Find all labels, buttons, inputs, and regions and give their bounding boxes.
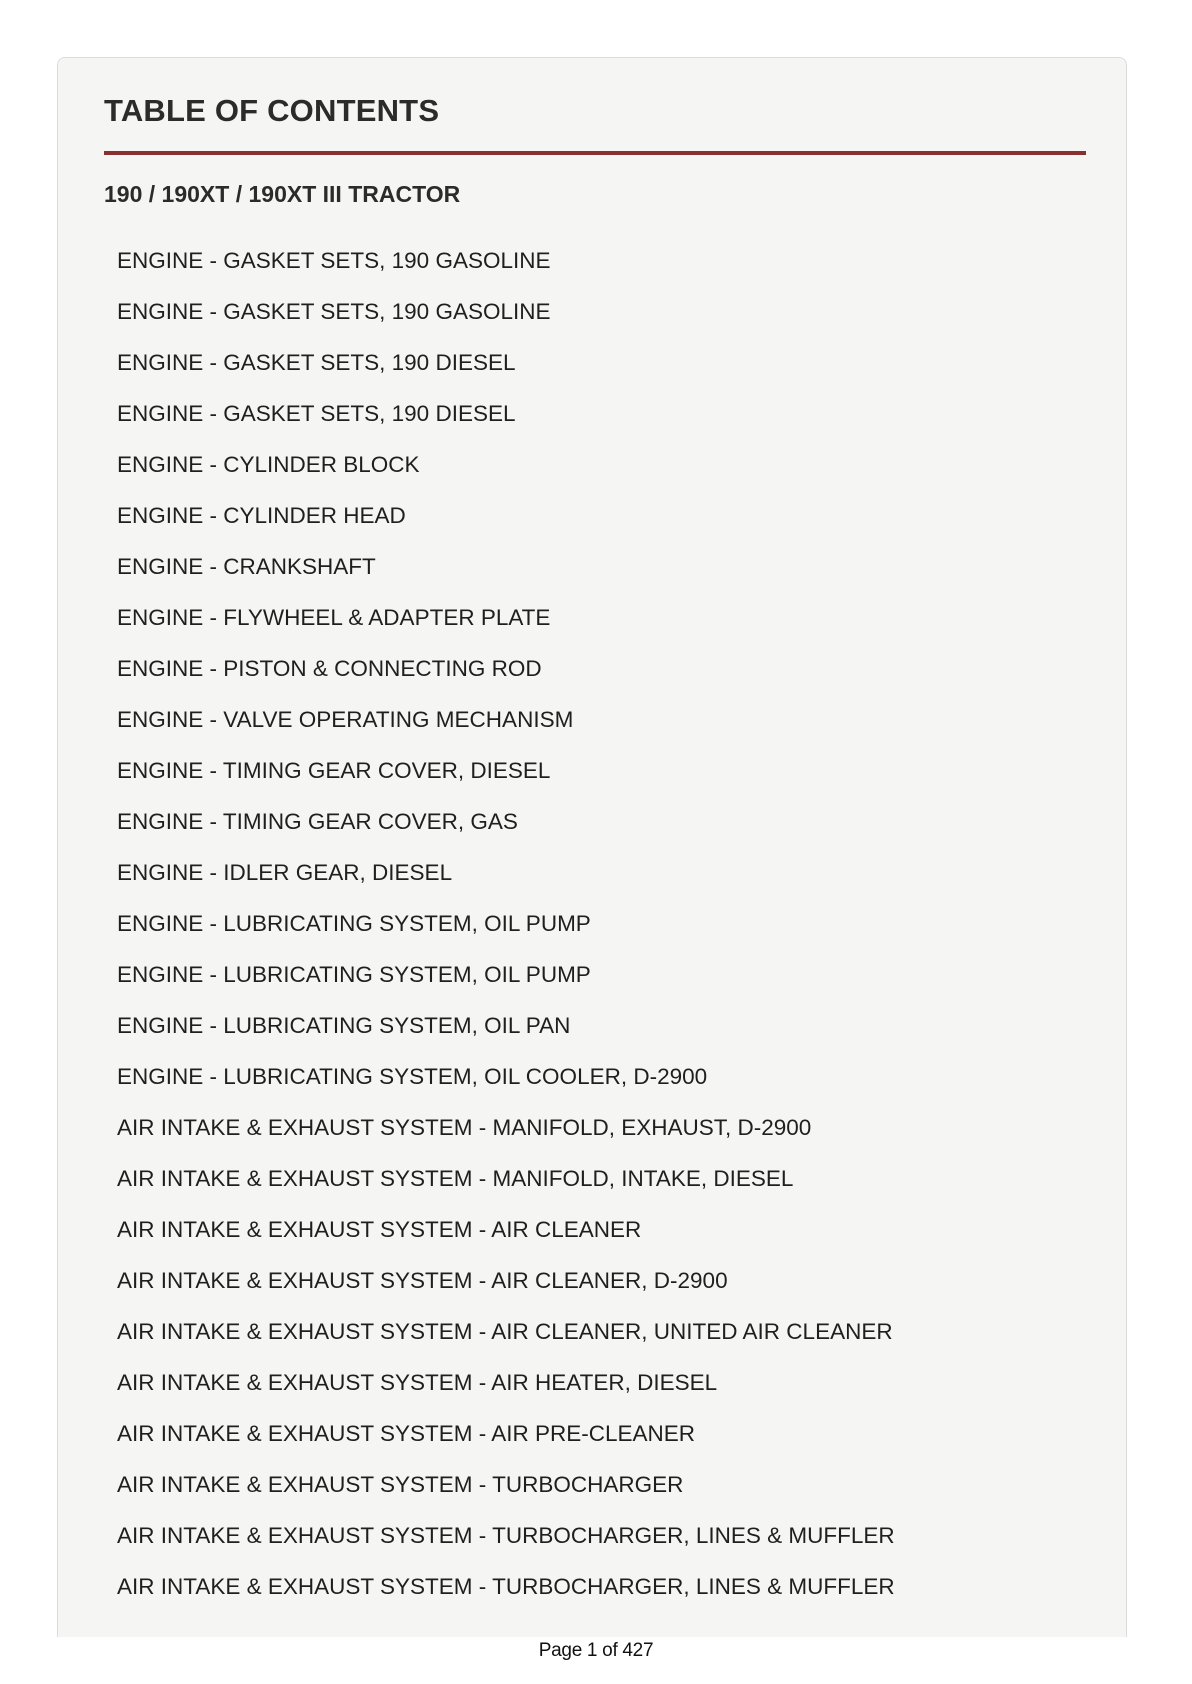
toc-entry-list — [117, 248, 895, 1625]
toc-entry[interactable]: AIR INTAKE & EXHAUST SYSTEM - MANIFOLD, INTAKE, DIESEL — [117, 1166, 794, 1191]
toc-entry[interactable]: ENGINE - CYLINDER BLOCK — [117, 452, 420, 477]
toc-entry[interactable]: AIR INTAKE & EXHAUST SYSTEM - AIR CLEANER, UNITED AIR CLEANER — [117, 1319, 893, 1344]
toc-entry[interactable]: AIR INTAKE & EXHAUST SYSTEM - AIR CLEANER — [117, 1217, 642, 1242]
toc-panel — [57, 57, 1127, 1637]
title-divider — [104, 151, 1086, 155]
page-number: Page 1 of 427 — [538, 1640, 654, 1661]
toc-entry[interactable]: ENGINE - GASKET SETS, 190 DIESEL — [117, 401, 516, 426]
toc-entry[interactable]: AIR INTAKE & EXHAUST SYSTEM - AIR CLEANER, D-2900 — [117, 1268, 728, 1293]
toc-entry[interactable]: ENGINE - LUBRICATING SYSTEM, OIL PUMP — [117, 962, 591, 987]
toc-entry[interactable]: ENGINE - CYLINDER HEAD — [117, 503, 406, 528]
toc-entry[interactable]: ENGINE - VALVE OPERATING MECHANISM — [117, 707, 574, 732]
toc-entry[interactable]: ENGINE - TIMING GEAR COVER, DIESEL — [117, 758, 551, 783]
toc-entry[interactable]: ENGINE - TIMING GEAR COVER, GAS — [117, 809, 518, 834]
toc-entry[interactable]: ENGINE - GASKET SETS, 190 GASOLINE — [117, 299, 551, 324]
toc-entry[interactable]: ENGINE - IDLER GEAR, DIESEL — [117, 860, 453, 885]
toc-entry[interactable]: ENGINE - GASKET SETS, 190 DIESEL — [117, 350, 516, 375]
toc-entry[interactable]: ENGINE - LUBRICATING SYSTEM, OIL PAN — [117, 1013, 571, 1038]
toc-entry[interactable]: AIR INTAKE & EXHAUST SYSTEM - MANIFOLD, EXHAUST, D-2900 — [117, 1115, 812, 1140]
toc-entry[interactable]: AIR INTAKE & EXHAUST SYSTEM - TURBOCHARGER, LINES & MUFFLER — [117, 1523, 895, 1548]
toc-entry[interactable]: AIR INTAKE & EXHAUST SYSTEM - AIR HEATER, DIESEL — [117, 1370, 718, 1395]
toc-entry[interactable]: ENGINE - PISTON & CONNECTING ROD — [117, 656, 542, 681]
toc-entry[interactable]: ENGINE - CRANKSHAFT — [117, 554, 376, 579]
toc-entry[interactable]: AIR INTAKE & EXHAUST SYSTEM - AIR PRE-CLEANER — [117, 1421, 696, 1446]
toc-entry[interactable]: ENGINE - LUBRICATING SYSTEM, OIL PUMP — [117, 911, 591, 936]
toc-entry[interactable]: AIR INTAKE & EXHAUST SYSTEM - TURBOCHARGER, LINES & MUFFLER — [117, 1574, 895, 1599]
toc-entry[interactable]: ENGINE - GASKET SETS, 190 GASOLINE — [117, 248, 551, 273]
toc-title: TABLE OF CONTENTS — [104, 93, 440, 128]
toc-entry[interactable]: AIR INTAKE & EXHAUST SYSTEM - TURBOCHARGER — [117, 1472, 684, 1497]
section-heading: 190 / 190XT / 190XT III TRACTOR — [104, 181, 461, 207]
toc-entry[interactable]: ENGINE - FLYWHEEL & ADAPTER PLATE — [117, 605, 551, 630]
toc-entry[interactable]: ENGINE - LUBRICATING SYSTEM, OIL COOLER, D-2900 — [117, 1064, 708, 1089]
